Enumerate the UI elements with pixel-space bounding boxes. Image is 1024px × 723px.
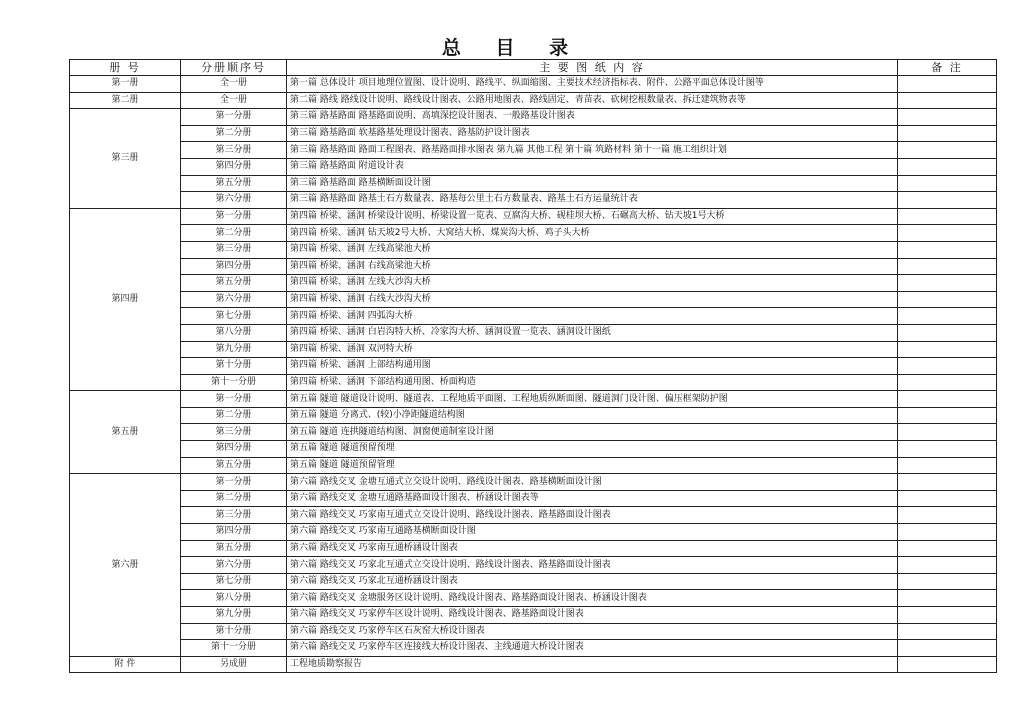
contents-cell: 第五篇 隧道 隧道设计说明、隧道表、工程地质平面图、工程地质纵断面图、隧道洞门设计图、偏压框架防护图 bbox=[287, 391, 898, 408]
subvolume-cell: 第二分册 bbox=[181, 407, 287, 424]
table-row bbox=[70, 374, 997, 391]
remarks-cell bbox=[898, 623, 997, 640]
subvolume-cell: 第二分册 bbox=[181, 125, 287, 142]
table-row bbox=[70, 573, 997, 590]
book-cell: 第四册 bbox=[70, 208, 181, 391]
table-row bbox=[70, 623, 997, 640]
remarks-cell bbox=[898, 407, 997, 424]
subvolume-cell: 第八分册 bbox=[181, 590, 287, 607]
table-row bbox=[70, 358, 997, 375]
subvolume-cell: 第五分册 bbox=[181, 275, 287, 292]
header-remarks: 备 注 bbox=[898, 60, 997, 76]
table-row bbox=[70, 225, 997, 242]
contents-cell: 第四篇 桥梁、涵洞 四弧沟大桥 bbox=[287, 308, 898, 325]
contents-cell: 第六篇 路线交叉 巧家南互通路基横断面设计图 bbox=[287, 524, 898, 541]
table-row bbox=[70, 142, 997, 159]
table-row bbox=[70, 457, 997, 474]
subvolume-cell: 第十分册 bbox=[181, 358, 287, 375]
remarks-cell bbox=[898, 308, 997, 325]
remarks-cell bbox=[898, 324, 997, 341]
remarks-cell bbox=[898, 125, 997, 142]
contents-cell: 第三篇 路基路面 路面工程图表、路基路面排水图表 第九篇 其他工程 第十篇 筑路材料 第十一篇 施工组织计划 bbox=[287, 142, 898, 159]
subvolume-cell: 第四分册 bbox=[181, 524, 287, 541]
remarks-cell bbox=[898, 192, 997, 209]
table-row bbox=[70, 607, 997, 624]
remarks-cell bbox=[898, 258, 997, 275]
header-contents: 主 要 图 纸 内 容 bbox=[287, 60, 898, 76]
contents-cell: 第四篇 桥梁、涵洞 上部结构通用图 bbox=[287, 358, 898, 375]
subvolume-cell: 第六分册 bbox=[181, 557, 287, 574]
table-row bbox=[70, 275, 997, 292]
table-row bbox=[70, 490, 997, 507]
subvolume-cell: 第一分册 bbox=[181, 474, 287, 491]
remarks-cell bbox=[898, 208, 997, 225]
contents-cell: 第六篇 路线交叉 巧家南互通式立交设计说明、路线设计图表、路基路面设计图表 bbox=[287, 507, 898, 524]
table-row bbox=[70, 441, 997, 458]
remarks-cell bbox=[898, 109, 997, 126]
contents-cell: 第五篇 隧道 连拱隧道结构图、洞窗便道制室设计图 bbox=[287, 424, 898, 441]
remarks-cell bbox=[898, 524, 997, 541]
subvolume-cell: 第四分册 bbox=[181, 258, 287, 275]
table-row bbox=[70, 524, 997, 541]
remarks-cell bbox=[898, 640, 997, 657]
table-row bbox=[70, 125, 997, 142]
contents-cell: 第六篇 路线交叉 巧家停车区连接线大桥设计图表、主线通道大桥设计图表 bbox=[287, 640, 898, 657]
subvolume-cell: 第一分册 bbox=[181, 109, 287, 126]
table-row bbox=[70, 92, 997, 109]
table-row bbox=[70, 258, 997, 275]
subvolume-cell: 第一分册 bbox=[181, 208, 287, 225]
subvolume-cell: 第二分册 bbox=[181, 225, 287, 242]
table-row bbox=[70, 557, 997, 574]
book-cell: 第一册 bbox=[70, 76, 181, 93]
table-of-contents bbox=[69, 59, 997, 673]
remarks-cell bbox=[898, 374, 997, 391]
subvolume-cell: 第二分册 bbox=[181, 490, 287, 507]
subvolume-cell: 第三分册 bbox=[181, 507, 287, 524]
subvolume-cell: 全一册 bbox=[181, 92, 287, 109]
contents-cell: 第六篇 路线交叉 金塘互通式立交设计说明、路线设计图表、路基横断面设计图 bbox=[287, 474, 898, 491]
contents-cell: 第六篇 路线交叉 巧家南互通桥涵设计图表 bbox=[287, 540, 898, 557]
table-row bbox=[70, 158, 997, 175]
table-row bbox=[70, 341, 997, 358]
book-cell: 第三册 bbox=[70, 109, 181, 209]
table-row bbox=[70, 308, 997, 325]
header-row bbox=[70, 60, 997, 76]
book-cell: 第五册 bbox=[70, 391, 181, 474]
contents-cell: 第三篇 路基路面 路基横断面设计图 bbox=[287, 175, 898, 192]
contents-cell: 第三篇 路基路面 软基路基处理设计图表、路基防护设计图表 bbox=[287, 125, 898, 142]
subvolume-cell: 第一分册 bbox=[181, 391, 287, 408]
contents-cell: 第四篇 桥梁、涵洞 桥梁设计说明、桥梁设置一览表、豆腐沟大桥、砚桂坝大桥、石碾高大桥、钻天坡1号大桥 bbox=[287, 208, 898, 225]
contents-cell: 第三篇 路基路面 附道设计表 bbox=[287, 158, 898, 175]
subvolume-cell: 第十一分册 bbox=[181, 374, 287, 391]
table-row bbox=[70, 424, 997, 441]
contents-cell: 第一篇 总体设计 项目地理位置图、设计说明、路线平、纵面缩图、主要技术经济指标表、附件、公路平面总体设计图等 bbox=[287, 76, 898, 93]
table-row bbox=[70, 474, 997, 491]
table-row bbox=[70, 291, 997, 308]
remarks-cell bbox=[898, 557, 997, 574]
contents-cell: 第六篇 路线交叉 金塘服务区设计说明、路线设计图表、路基路面设计图表、桥涵设计图表 bbox=[287, 590, 898, 607]
contents-cell: 第六篇 路线交叉 金塘互通路基路面设计图表、桥涵设计图表等 bbox=[287, 490, 898, 507]
contents-cell: 第四篇 桥梁、涵洞 右线大沙沟大桥 bbox=[287, 291, 898, 308]
table-body bbox=[70, 76, 997, 673]
remarks-cell bbox=[898, 474, 997, 491]
table-row bbox=[70, 175, 997, 192]
remarks-cell bbox=[898, 656, 997, 673]
subvolume-cell: 第七分册 bbox=[181, 308, 287, 325]
table-row bbox=[70, 241, 997, 258]
table-row bbox=[70, 590, 997, 607]
subvolume-cell: 第五分册 bbox=[181, 175, 287, 192]
contents-cell: 第六篇 路线交叉 巧家停车区设计说明、路线设计图表、路基路面设计图表 bbox=[287, 607, 898, 624]
remarks-cell bbox=[898, 607, 997, 624]
remarks-cell bbox=[898, 358, 997, 375]
contents-cell: 第二篇 路线 路线设计说明、路线设计图表、公路用地图表、路线固定、青苗表、砍树挖根数量表、拆迁建筑物表等 bbox=[287, 92, 898, 109]
contents-cell: 第五篇 隧道 隧道预留管理 bbox=[287, 457, 898, 474]
subvolume-cell: 第十分册 bbox=[181, 623, 287, 640]
contents-cell: 第四篇 桥梁、涵洞 钻天坡2号大桥、大窝结大桥、煤炭沟大桥、鸡子头大桥 bbox=[287, 225, 898, 242]
table-row bbox=[70, 76, 997, 93]
subvolume-cell: 第四分册 bbox=[181, 158, 287, 175]
subvolume-cell: 第十一分册 bbox=[181, 640, 287, 657]
remarks-cell bbox=[898, 175, 997, 192]
contents-cell: 第三篇 路基路面 路基土石方数量表、路基每公里土石方数量表、路基土石方运量统计表 bbox=[287, 192, 898, 209]
contents-cell: 第三篇 路基路面 路基路面说明、高填深挖设计图表、一般路基设计图表 bbox=[287, 109, 898, 126]
remarks-cell bbox=[898, 457, 997, 474]
contents-cell: 第四篇 桥梁、涵洞 双河特大桥 bbox=[287, 341, 898, 358]
table-row bbox=[70, 324, 997, 341]
subvolume-cell: 第三分册 bbox=[181, 424, 287, 441]
remarks-cell bbox=[898, 424, 997, 441]
contents-cell: 第四篇 桥梁、涵洞 左线高梁池大桥 bbox=[287, 241, 898, 258]
contents-cell: 第四篇 桥梁、涵洞 右线高梁池大桥 bbox=[287, 258, 898, 275]
subvolume-cell: 第九分册 bbox=[181, 607, 287, 624]
book-cell: 第二册 bbox=[70, 92, 181, 109]
remarks-cell bbox=[898, 391, 997, 408]
contents-cell: 第五篇 隧道 分离式、(较)小净距隧道结构图 bbox=[287, 407, 898, 424]
document-title: 总 目 录 bbox=[441, 37, 583, 59]
contents-cell: 第六篇 路线交叉 巧家北互通桥涵设计图表 bbox=[287, 573, 898, 590]
subvolume-cell: 全一册 bbox=[181, 76, 287, 93]
header-subvolume: 分册顺序号 bbox=[181, 60, 287, 76]
subvolume-cell: 另成册 bbox=[181, 656, 287, 673]
remarks-cell bbox=[898, 490, 997, 507]
subvolume-cell: 第五分册 bbox=[181, 540, 287, 557]
remarks-cell bbox=[898, 441, 997, 458]
contents-cell: 第四篇 桥梁、涵洞 左线大沙沟大桥 bbox=[287, 275, 898, 292]
remarks-cell bbox=[898, 225, 997, 242]
remarks-cell bbox=[898, 241, 997, 258]
table-row bbox=[70, 656, 997, 673]
table-row bbox=[70, 192, 997, 209]
contents-cell: 第四篇 桥梁、涵洞 白岩沟特大桥、冷家沟大桥、涵洞设置一览表、涵洞设计图纸 bbox=[287, 324, 898, 341]
contents-cell: 第六篇 路线交叉 巧家停车区石灰窑大桥设计图表 bbox=[287, 623, 898, 640]
book-cell: 附 件 bbox=[70, 656, 181, 673]
subvolume-cell: 第八分册 bbox=[181, 324, 287, 341]
table-row bbox=[70, 507, 997, 524]
contents-cell: 第五篇 隧道 隧道预留预埋 bbox=[287, 441, 898, 458]
subvolume-cell: 第三分册 bbox=[181, 241, 287, 258]
subvolume-cell: 第六分册 bbox=[181, 291, 287, 308]
remarks-cell bbox=[898, 540, 997, 557]
contents-cell: 第四篇 桥梁、涵洞 下部结构通用图、桥面构造 bbox=[287, 374, 898, 391]
subvolume-cell: 第四分册 bbox=[181, 441, 287, 458]
table-row bbox=[70, 540, 997, 557]
remarks-cell bbox=[898, 573, 997, 590]
table-row bbox=[70, 109, 997, 126]
remarks-cell bbox=[898, 341, 997, 358]
subvolume-cell: 第九分册 bbox=[181, 341, 287, 358]
remarks-cell bbox=[898, 158, 997, 175]
table-row bbox=[70, 640, 997, 657]
remarks-cell bbox=[898, 590, 997, 607]
subvolume-cell: 第三分册 bbox=[181, 142, 287, 159]
remarks-cell bbox=[898, 92, 997, 109]
header-book: 册 号 bbox=[70, 60, 181, 76]
table-row bbox=[70, 208, 997, 225]
remarks-cell bbox=[898, 507, 997, 524]
table-row bbox=[70, 391, 997, 408]
remarks-cell bbox=[898, 76, 997, 93]
subvolume-cell: 第五分册 bbox=[181, 457, 287, 474]
remarks-cell bbox=[898, 142, 997, 159]
contents-cell: 工程地质勘察报告 bbox=[287, 656, 898, 673]
contents-cell: 第六篇 路线交叉 巧家北互通式立交设计说明、路线设计图表、路基路面设计图表 bbox=[287, 557, 898, 574]
book-cell: 第六册 bbox=[70, 474, 181, 657]
remarks-cell bbox=[898, 275, 997, 292]
subvolume-cell: 第六分册 bbox=[181, 192, 287, 209]
subvolume-cell: 第七分册 bbox=[181, 573, 287, 590]
remarks-cell bbox=[898, 291, 997, 308]
table-row bbox=[70, 407, 997, 424]
